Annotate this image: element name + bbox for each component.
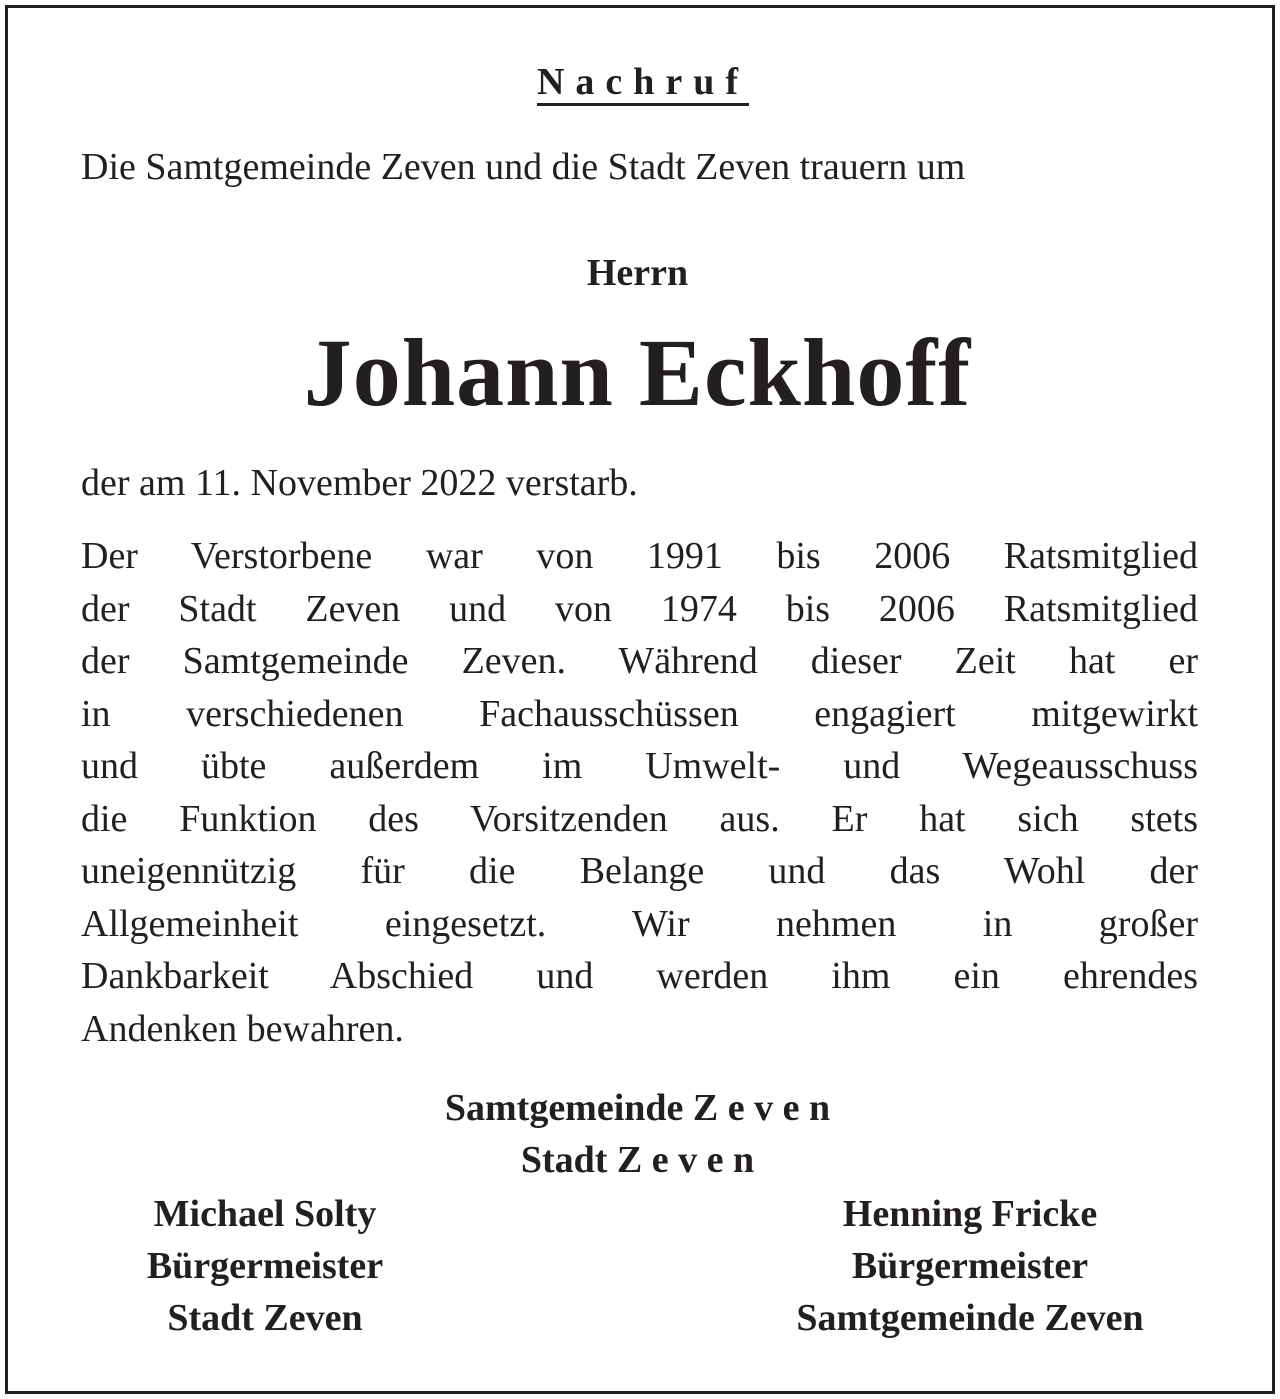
signer-left bbox=[110, 1188, 420, 1344]
notice-heading: Nachruf bbox=[77, 58, 1198, 106]
body-line: der Samtgemeinde Zeven. Während dieser Zeit hat er bbox=[81, 640, 1198, 682]
body-line: der Stadt Zeven und von 1974 bis 2006 Ratsmitglied bbox=[81, 587, 1198, 630]
death-date-line: der am 11. November 2022 verstarb. bbox=[81, 462, 638, 504]
signer-right bbox=[750, 1188, 1190, 1344]
signer-title: Bürgermeister bbox=[146, 1245, 384, 1287]
deceased-name: Johann Eckhoff bbox=[303, 319, 972, 426]
body-line: Allgemeinheit eingesetzt. Wir nehmen in großer bbox=[81, 902, 1198, 945]
body-paragraph bbox=[81, 530, 1198, 1055]
salutation: Herrn bbox=[586, 252, 689, 294]
body-line: uneigennützig für die Belange und das Wohl der bbox=[81, 850, 1198, 892]
organizations-block bbox=[77, 1082, 1198, 1186]
intro-text: Die Samtgemeinde Zeven und die Stadt Zeven trauern um bbox=[81, 146, 966, 188]
signer-title: Bürgermeister bbox=[851, 1245, 1089, 1287]
signer-org: Samtgemeinde Zeven bbox=[796, 1297, 1144, 1339]
body-line: Der Verstorbene war von 1991 bis 2006 Ratsmitglied bbox=[81, 535, 1198, 577]
signer-name: Henning Fricke bbox=[842, 1193, 1098, 1235]
body-line: Dankbarkeit Abschied und werden ihm ein ehrendes bbox=[81, 955, 1198, 997]
body-line: die Funktion des Vorsitzenden aus. Er hat sich stets bbox=[81, 797, 1198, 840]
organization-samtgemeinde: Samtgemeinde Z e v e n bbox=[444, 1087, 831, 1129]
body-line: in verschiedenen Fachausschüssen engagiert mitgewirkt bbox=[81, 692, 1198, 735]
organization-stadt: Stadt Z e v e n bbox=[520, 1139, 755, 1181]
signer-org: Stadt Zeven bbox=[167, 1297, 363, 1339]
body-line: Andenken bewahren. bbox=[81, 1007, 404, 1050]
signer-name: Michael Solty bbox=[153, 1193, 377, 1235]
body-line: und übte außerdem im Umwelt- und Wegeausschuss bbox=[81, 745, 1198, 787]
